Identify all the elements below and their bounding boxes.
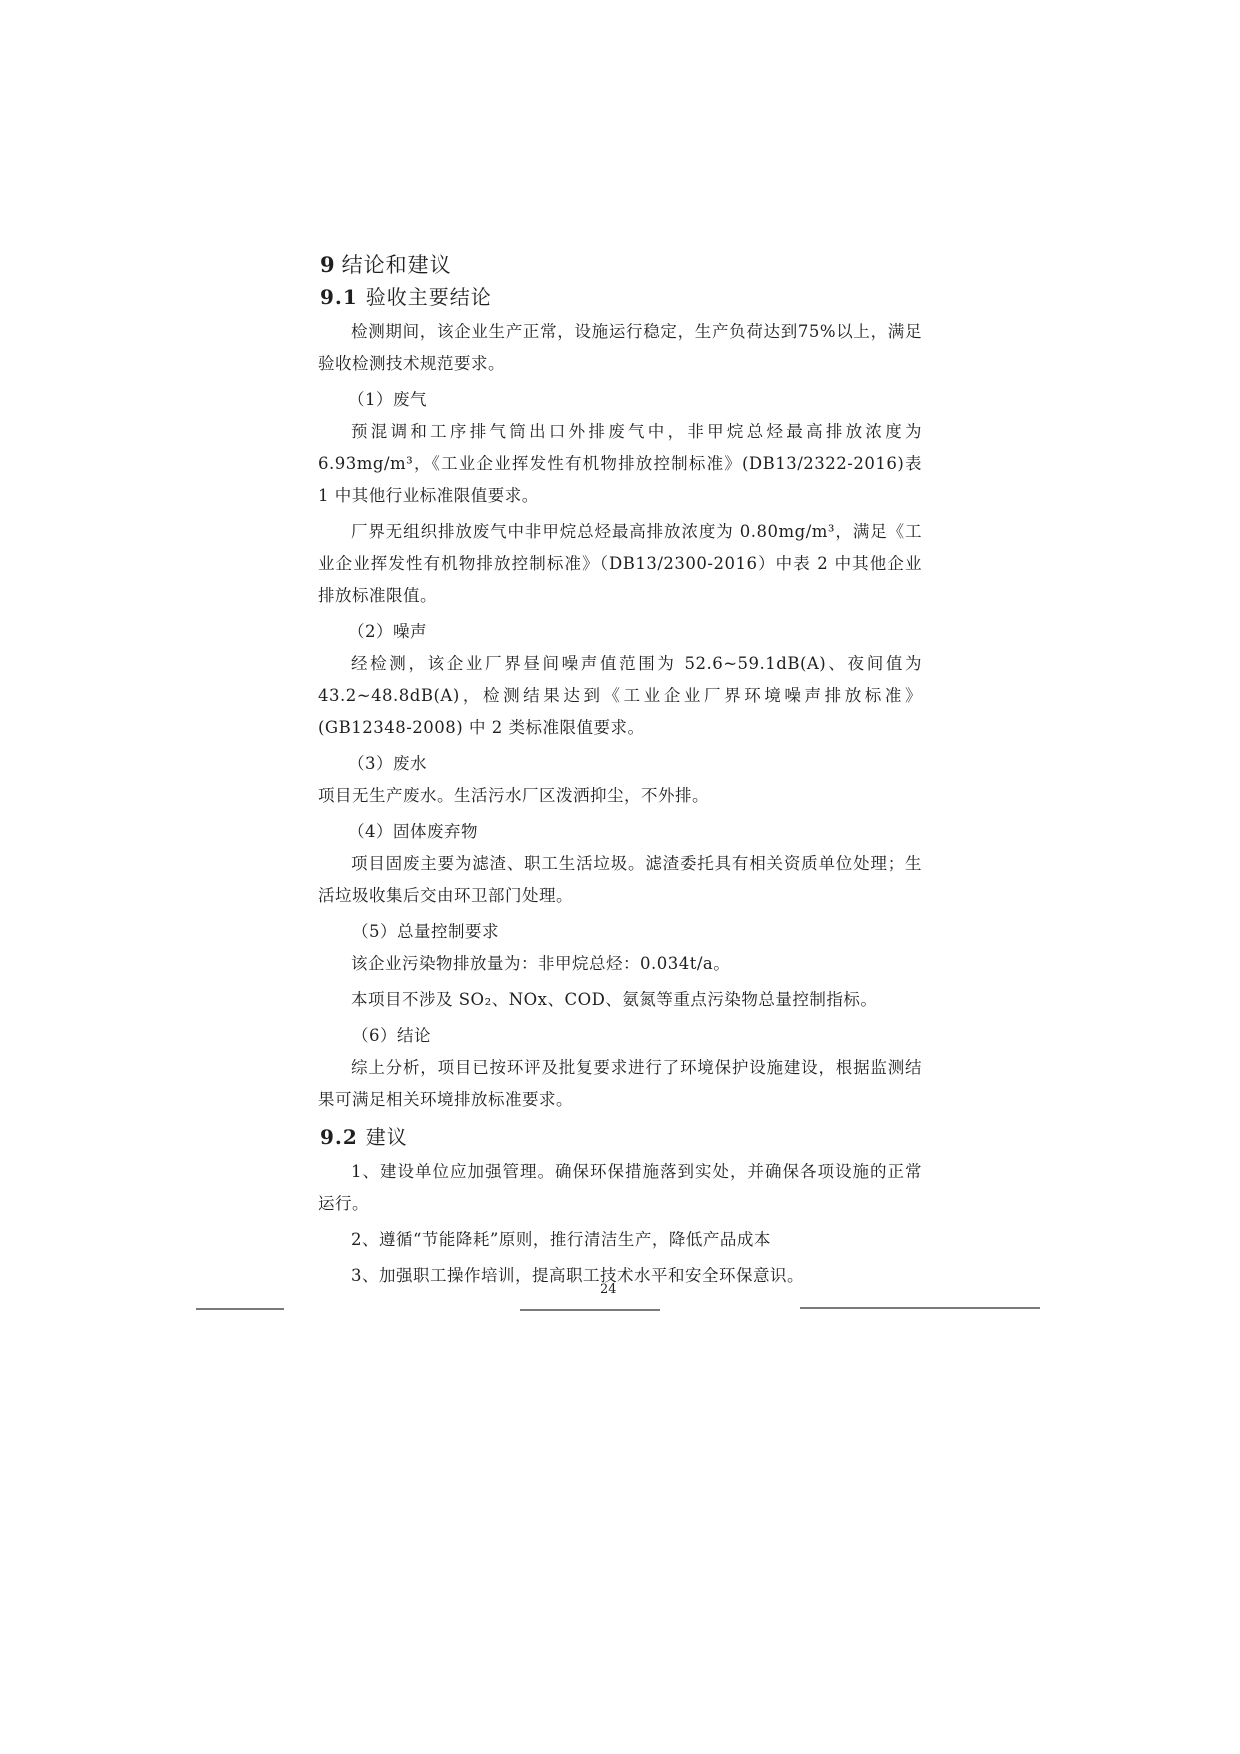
suggestion-3: 3、加强职工操作培训，提高职工技术水平和安全环保意识。 xyxy=(351,1266,804,1285)
subsection-number: 9.2 xyxy=(320,1125,358,1149)
total-control-paragraph-1: 该企业污染物排放量为：非甲烷总烃：0.034t/a。 xyxy=(351,954,731,973)
intro-paragraph: 检测期间，该企业生产正常，设施运行稳定，生产负荷达到75%以上，满足验收检测技术规范要求。 xyxy=(318,322,922,373)
item-heading-total-control: （5）总量控制要求 xyxy=(352,922,499,941)
item-heading-gas: （1）废气 xyxy=(348,390,427,409)
gas-paragraph-1: 预混调和工序排气筒出口外排废气中，非甲烷总烃最高排放浓度为6.93mg/m³，《工业企业挥发性有机物排放控制标准》(DB13/2322-2016)表 1 中其他行业标准限值要求。 xyxy=(318,422,922,505)
subsection-title: 建议 xyxy=(365,1125,408,1149)
item-heading-conclusion: （6）结论 xyxy=(352,1026,431,1045)
suggestion-2: 2、遵循“节能降耗”原则，推行清洁生产，降低产品成本 xyxy=(351,1230,771,1249)
noise-paragraph: 经检测，该企业厂界昼间噪声值范围为 52.6~59.1dB(A)、夜间值为 43.2~48.8dB(A)，检测结果达到《工业企业厂界环境噪声排放标准》(GB12348-2008) 中 2 类标准限值要求。 xyxy=(318,654,922,737)
water-paragraph: 项目无生产废水。生活污水厂区泼洒抑尘，不外排。 xyxy=(318,786,709,805)
gas-paragraph-2: 厂界无组织排放废气中非甲烷总烃最高排放浓度为 0.80mg/m³，满足《工业企业挥发性有机物排放控制标准》（DB13/2300-2016）中表 2 中其他企业排放标准限值。 xyxy=(318,522,922,605)
total-control-paragraph-2: 本项目不涉及 SO₂、NOx、COD、氨氮等重点污染物总量控制指标。 xyxy=(351,990,878,1009)
solid-waste-paragraph: 项目固废主要为滤渣、职工生活垃圾。滤渣委托具有相关资质单位处理；生活垃圾收集后交由环卫部门处理。 xyxy=(318,854,922,905)
suggestion-1: 1、建设单位应加强管理。确保环保措施落到实处，并确保各项设施的正常运行。 xyxy=(318,1162,922,1213)
item-heading-noise: （2）噪声 xyxy=(348,622,427,641)
subsection-number: 9.1 xyxy=(320,285,358,309)
page-content xyxy=(318,250,922,1296)
section-number: 9 xyxy=(320,252,336,277)
page-number: 24 xyxy=(600,1282,617,1297)
section-title: 结论和建议 xyxy=(341,253,452,277)
item-heading-solid-waste: （4）固体废弃物 xyxy=(348,822,478,841)
subsection-heading-9-1 xyxy=(320,282,922,312)
footer-rule xyxy=(800,1307,1040,1309)
section-heading xyxy=(320,250,922,280)
subsection-title: 验收主要结论 xyxy=(365,285,492,309)
footer-rule xyxy=(520,1309,660,1311)
conclusion-paragraph: 综上分析，项目已按环评及批复要求进行了环境保护设施建设，根据监测结果可满足相关环境排放标准要求。 xyxy=(318,1058,922,1109)
subsection-heading-9-2 xyxy=(320,1122,922,1152)
item-heading-water: （3）废水 xyxy=(348,754,427,773)
footer-rule xyxy=(196,1308,284,1310)
